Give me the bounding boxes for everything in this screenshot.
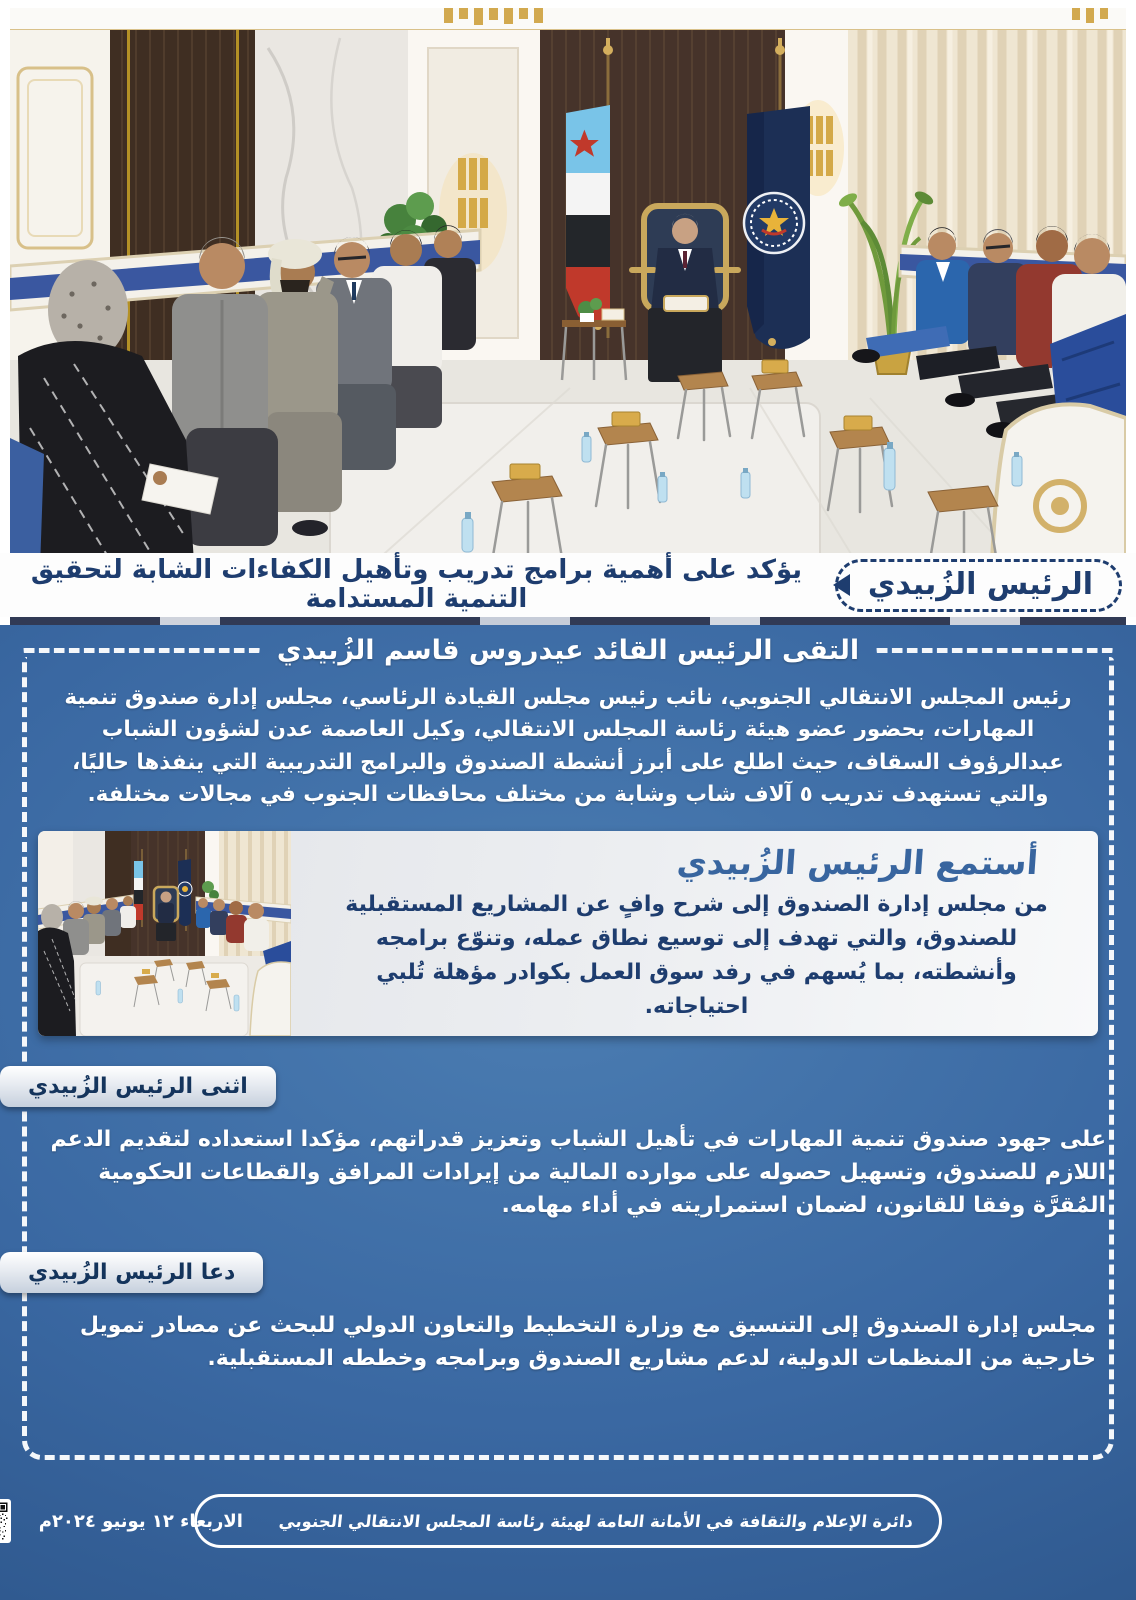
section-paragraph-2: مجلس إدارة الصندوق إلى التنسيق مع وزارة التخطيط والتعاون الدولي للبحث عن مصادر تمويل خارجية من المنظمات الدولية، لدعم مشاريع الصندوق وبرامجه وخططه المستقبلية. [79,1313,1096,1371]
section-badge-1: اثنى الرئيس الزُبيدي [0,1066,276,1107]
card-photo [38,831,291,1036]
footer-bar [38,1494,942,1548]
card-text [291,831,1098,1036]
president-name: الرئيس الزُبيدي [867,566,1093,602]
president-name-badge [835,559,1122,612]
chevron-left-icon [833,574,850,596]
lead-paragraph: رئيس المجلس الانتقالي الجنوبي، نائب رئيس مجلس القيادة الرئاسي، مجلس إدارة صندوق تنمية المهارات، بحضور عضو هيئة رئاسة المجلس الانتقالي، وكيل العاصمة عدن لشؤون الشباب عبدالرؤوف السقاف، حيث اطلع على أبرز أنشطة الصندوق والبرامج التدريبية التي ينفذها حاليًا، والتي تستهدف تدريب ٥ آلاف شاب وشابة من مختلف محافظات الجنوب في مجالات مختلفة. [64,685,1072,807]
meeting-photo [0,0,1136,625]
date-text: الاربعاء ١٢ يونيو ٢٠٢٤م [38,1510,243,1532]
qr-code [0,1499,11,1543]
panel-title-row [22,635,1114,666]
dash-line-right [875,648,1114,653]
card-photo-illustration [38,831,291,1036]
card-body: من مجلس إدارة الصندوق إلى شرح وافٍ عن المشاريع المستقبلية للصندوق، والتي تهدف إلى توسيع نطاق عمله، وتنوّع برامجه وأنشطته، بما يُسهم في رفد سوق العمل بكوادر مؤهلة تُلبي احتياجاته. [345,892,1048,1020]
section-paragraph-1: على جهود صندوق تنمية المهارات في تأهيل الشباب وتعزيز قدراتهم، مؤكدا استعداده لتقديم الدعم اللازم للصندوق، وتسهيل حصوله على موارده المالية من إيرادات المرافق والقطاعات الحكومية المُقرَّة وفقا للقانون، لضمان استمراريته في أداء مهامه. [50,1127,1106,1218]
headline-text: يؤكد على أهمية برامج تدريب وتأهيل الكفاءات الشابة لتحقيق التنمية المستدامة [30,554,803,614]
headline-band [0,553,1136,617]
dash-line-left [22,648,261,653]
panel-title: التقى الرئيس القائد عيدروس قاسم الزُبيدي [276,635,860,666]
org-name: دائرة الإعلام والثقافة في الأمانة العامة لهيئة رئاسة المجلس الانتقالي الجنوبي [277,1511,914,1531]
section-badge-2: دعا الرئيس الزُبيدي [0,1252,263,1293]
meeting-photo-illustration [10,8,1126,625]
card-title: أستمع الرئيس الزُبيدي [675,843,1040,882]
highlight-card [38,831,1098,1036]
sofa-cushion-corner [10,438,44,568]
news-panel [0,625,1136,1600]
